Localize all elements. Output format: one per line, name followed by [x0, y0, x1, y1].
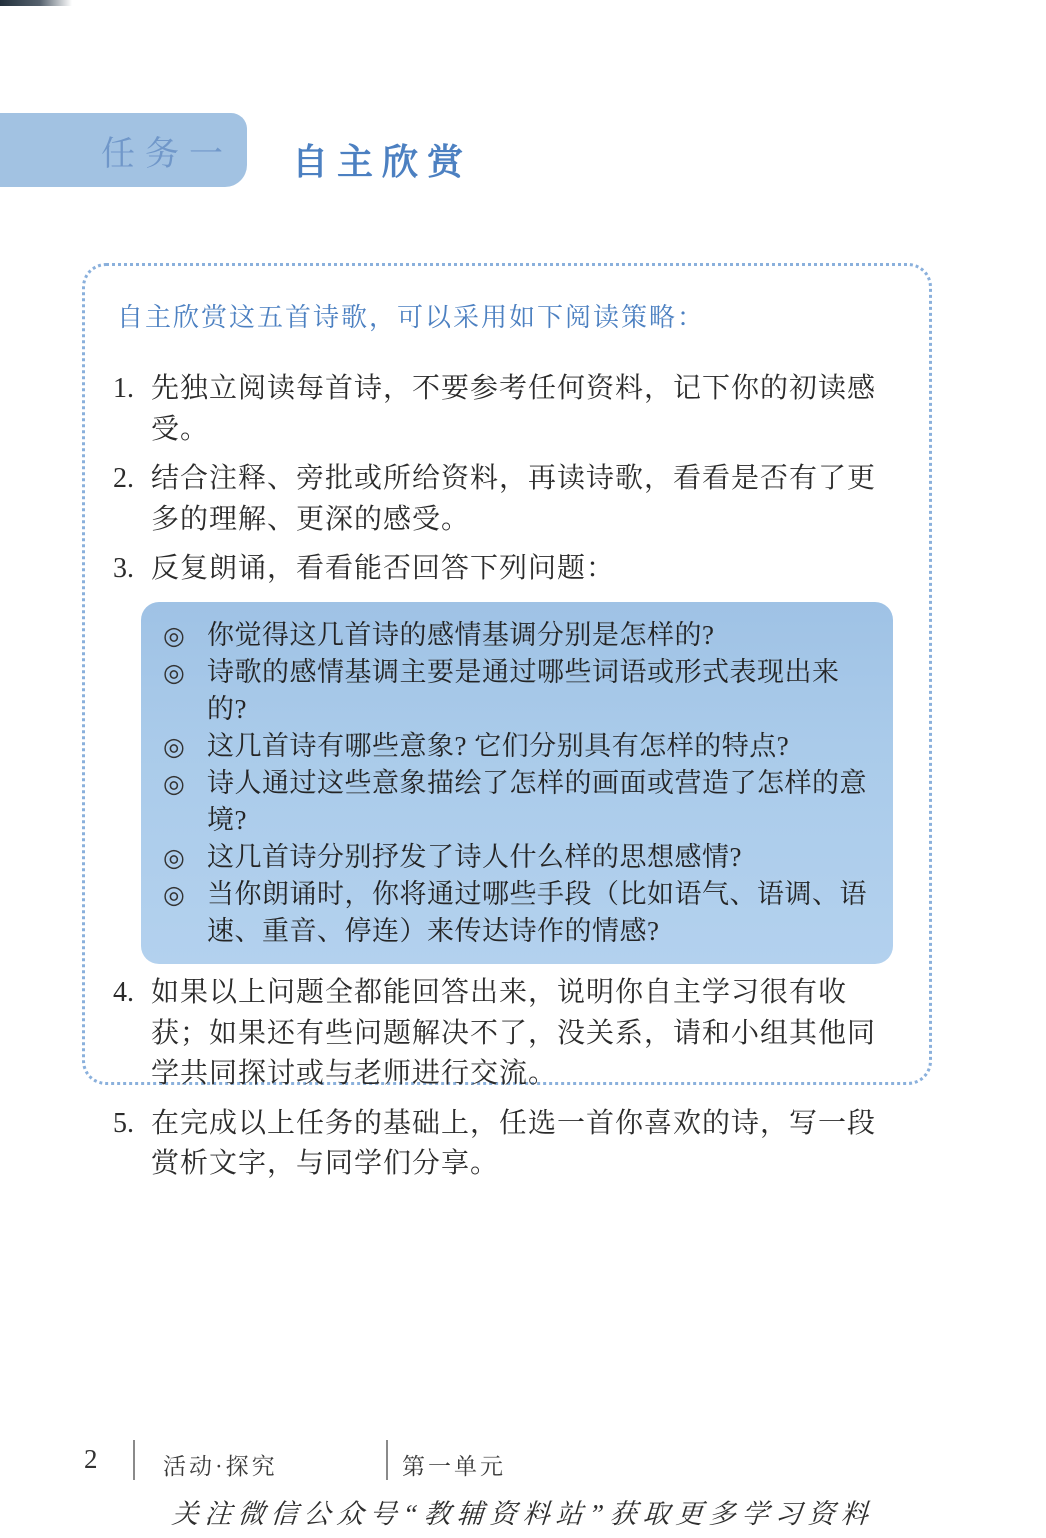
list-item-number: 1.	[113, 373, 134, 404]
question-row	[163, 876, 873, 950]
strategy-intro: 自主欣赏这五首诗歌，可以采用如下阅读策略：	[117, 303, 706, 332]
page-number: 2	[84, 1444, 98, 1474]
bullseye-bullet-icon: ◎	[163, 768, 185, 798]
page-title: 自主欣赏	[292, 142, 473, 182]
list-item-text: 如果以上问题全都能回答出来，说明你自主学习很有收获；如果还有些问题解决不了，没关系，请和小组其他同学共同探讨或与老师进行交流。	[151, 976, 877, 1090]
wechat-watermark-text: 关注微信公众号“教辅资料站”获取更多学习资料	[170, 1499, 875, 1529]
scan-artifact-bar	[0, 0, 72, 6]
list-item-number: 4.	[113, 976, 134, 1008]
question-row	[163, 728, 873, 765]
list-item-text: 在完成以上任务的基础上，任选一首你喜欢的诗，写一段赏析文字，与同学们分享。	[151, 1107, 877, 1180]
question-row	[163, 839, 873, 876]
question-row	[163, 617, 873, 654]
question-row	[163, 654, 873, 728]
list-item-text: 反复朗诵，看看能否回答下列问题：	[151, 553, 616, 585]
bullseye-bullet-icon: ◎	[163, 657, 185, 687]
list-item	[113, 549, 909, 590]
footer-divider	[386, 1440, 388, 1480]
footer-unit-label: 第一单元	[402, 1454, 506, 1479]
footer-divider	[133, 1440, 135, 1480]
bullseye-bullet-icon: ◎	[163, 879, 185, 909]
question-row	[163, 765, 873, 839]
list-item-text: 先独立阅读每首诗，不要参考任何资料，记下你的初读感受。	[151, 373, 877, 445]
list-item-text: 结合注释、旁批或所给资料，再读诗歌，看看是否有了更多的理解、更深的感受。	[151, 463, 877, 535]
list-item-number: 3.	[113, 553, 134, 585]
question-text: 你觉得这几首诗的感情基调分别是怎样的?	[207, 619, 715, 650]
list-item	[113, 369, 909, 450]
task-badge	[0, 113, 247, 187]
list-item	[113, 1104, 909, 1185]
list-item	[113, 459, 909, 540]
list-item-number: 2.	[113, 463, 134, 495]
bullseye-bullet-icon: ◎	[163, 731, 185, 761]
bullseye-bullet-icon: ◎	[163, 842, 185, 872]
footer-book-label: 活动·探究	[163, 1454, 278, 1479]
question-text: 这几首诗分别抒发了诗人什么样的思想感情?	[207, 841, 742, 872]
strategy-box	[82, 263, 932, 1180]
question-text: 当你朗诵时，你将通过哪些手段（比如语气、语调、语速、重音、停连）来传达诗作的情感?	[207, 878, 867, 946]
bullseye-bullet-icon: ◎	[163, 620, 185, 650]
task-badge-label: 任务一	[101, 135, 233, 173]
page-footer	[0, 1440, 1046, 1486]
questions-panel	[141, 602, 893, 964]
question-text: 诗歌的感情基调主要是通过哪些词语或形式表现出来的?	[207, 656, 840, 724]
list-item-number: 5.	[113, 1107, 134, 1139]
question-text: 诗人通过这些意象描绘了怎样的画面或营造了怎样的意境?	[207, 767, 867, 835]
question-text: 这几首诗有哪些意象? 它们分别具有怎样的特点?	[207, 730, 790, 761]
list-item	[113, 973, 909, 1095]
